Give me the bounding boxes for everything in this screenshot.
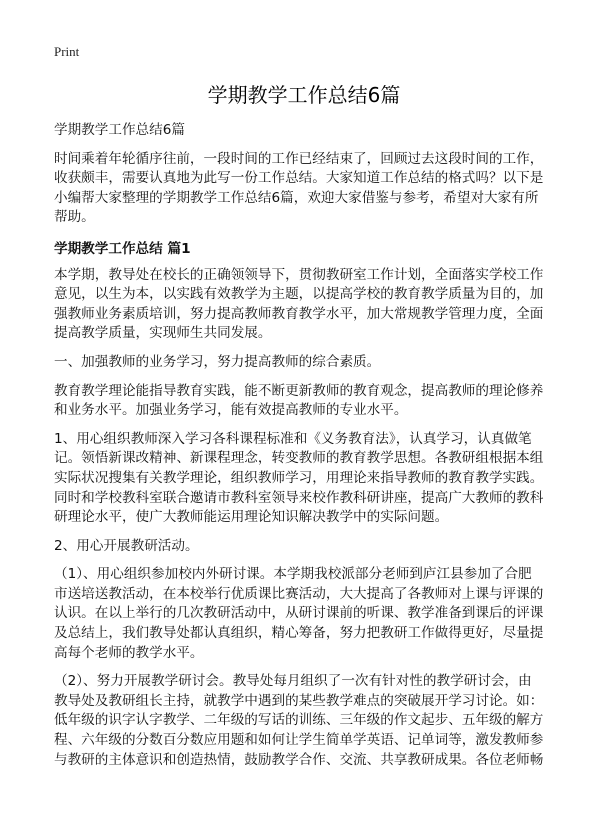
text-line: 教导处及教研组长主持，就教学中遇到的某些教学难点的突破展开学习讨论。如： (54, 692, 544, 709)
intro-paragraph (54, 150, 554, 228)
paragraph (54, 672, 554, 770)
text-line: 本学期，教导处在校长的正确领领导下，贯彻教研室工作计划，全面落实学校工作 (54, 266, 544, 283)
paragraph (54, 353, 554, 373)
text-line: 时间乘着年轮循序往前，一段时间的工作已经结束了，回顾过去这段时间的工作， (54, 150, 544, 167)
text-line: 1、用心组织教师深入学习各科课程标准和《义务教育法》，认真学习，认真做笔 (54, 430, 532, 447)
section-heading: 学期教学工作总结 篇1 (54, 240, 191, 257)
text-line: 和业务水平。加强业务学习，能有效提高教师的专业水平。 (54, 402, 408, 419)
page-title: 学期教学工作总结6篇 (207, 83, 401, 107)
text-line: 同时和学校教科室联合邀请市教科室领导来校作教科研讲座，提高广大教师的教科 (54, 489, 544, 506)
text-line: 及总结上，我们教导处都认真组织，精心筹备，努力把教研工作做得更好，尽量提 (54, 625, 544, 642)
text-line: （1）、用心组织参加校内外研讨课。本学期我校派部分老师到庐江县参加了合肥 (54, 566, 532, 583)
paragraph (54, 382, 554, 421)
text-line: 帮助。 (54, 209, 95, 226)
text-line: 认识。在以上举行的几次教研活动中，从研讨课前的听课、教学准备到课后的评课 (54, 605, 544, 622)
paragraph (54, 266, 554, 344)
print-link[interactable]: Print (54, 44, 80, 59)
text-line: 与教研的主体意识和创造热情，鼓励教学合作、交流、共享教研成果。各位老师畅 (54, 751, 544, 768)
text-line: 收获颇丰，需要认真地为此写一份工作总结。大家知道工作总结的格式吗？以下是 (54, 170, 544, 187)
text-line: 实际状况搜集有关教学理论，组织教师学习，用理论来指导教师的教育教学实践。 (54, 469, 544, 486)
text-line: 一、加强教师的业务学习，努力提高教师的综合素质。 (54, 353, 381, 370)
text-line: 市送培送教活动，在本校举行优质课比赛活动，大大提高了各教师对上课与评课的 (54, 585, 544, 602)
text-line: 意见，以生为本，以实践有效教学为主题，以提高学校的教育教学质量为目的，加 (54, 286, 544, 303)
text-line: 提高教学质量，实现师生共同发展。 (54, 325, 272, 342)
paragraph (54, 565, 554, 663)
text-line: 程、六年级的分数百分数应用题和如何让学生简单学英语、记单词等，激发教师参 (54, 732, 544, 749)
text-line: 小编帮大家整理的学期教学工作总结6篇，欢迎大家借鉴与参考，希望对大家有所 (54, 189, 539, 206)
text-line: 强教师业务素质培训，努力提高教师教育教学水平，加大常规教学管理力度，全面 (54, 305, 544, 322)
text-line: 2、用心开展教研活动。 (54, 537, 199, 554)
paragraph (54, 430, 554, 528)
paragraph (54, 537, 554, 557)
text-line: 记。领悟新课改精神、新课程理念，转变教师的教育教学思想。各教研组根据本组 (54, 450, 544, 467)
document-page (54, 44, 554, 770)
text-line: 高每个老师的教学水平。 (54, 644, 204, 661)
text-line: （2）、努力开展教学研讨会。教导处每月组织了一次有针对性的教学研讨会，由 (54, 673, 532, 690)
text-line: 低年级的识字认字教学、二年级的写话的训练、三年级的作文起步、五年级的解方 (54, 712, 544, 729)
text-line: 教育教学理论能指导教育实践，能不断更新教师的教育观念，提高教师的理论修养 (54, 382, 544, 399)
document-body (54, 266, 554, 771)
text-line: 研理论水平，使广大教师能运用理论知识解决教学中的实际问题。 (54, 509, 449, 526)
subtitle: 学期教学工作总结6篇 (54, 122, 185, 138)
